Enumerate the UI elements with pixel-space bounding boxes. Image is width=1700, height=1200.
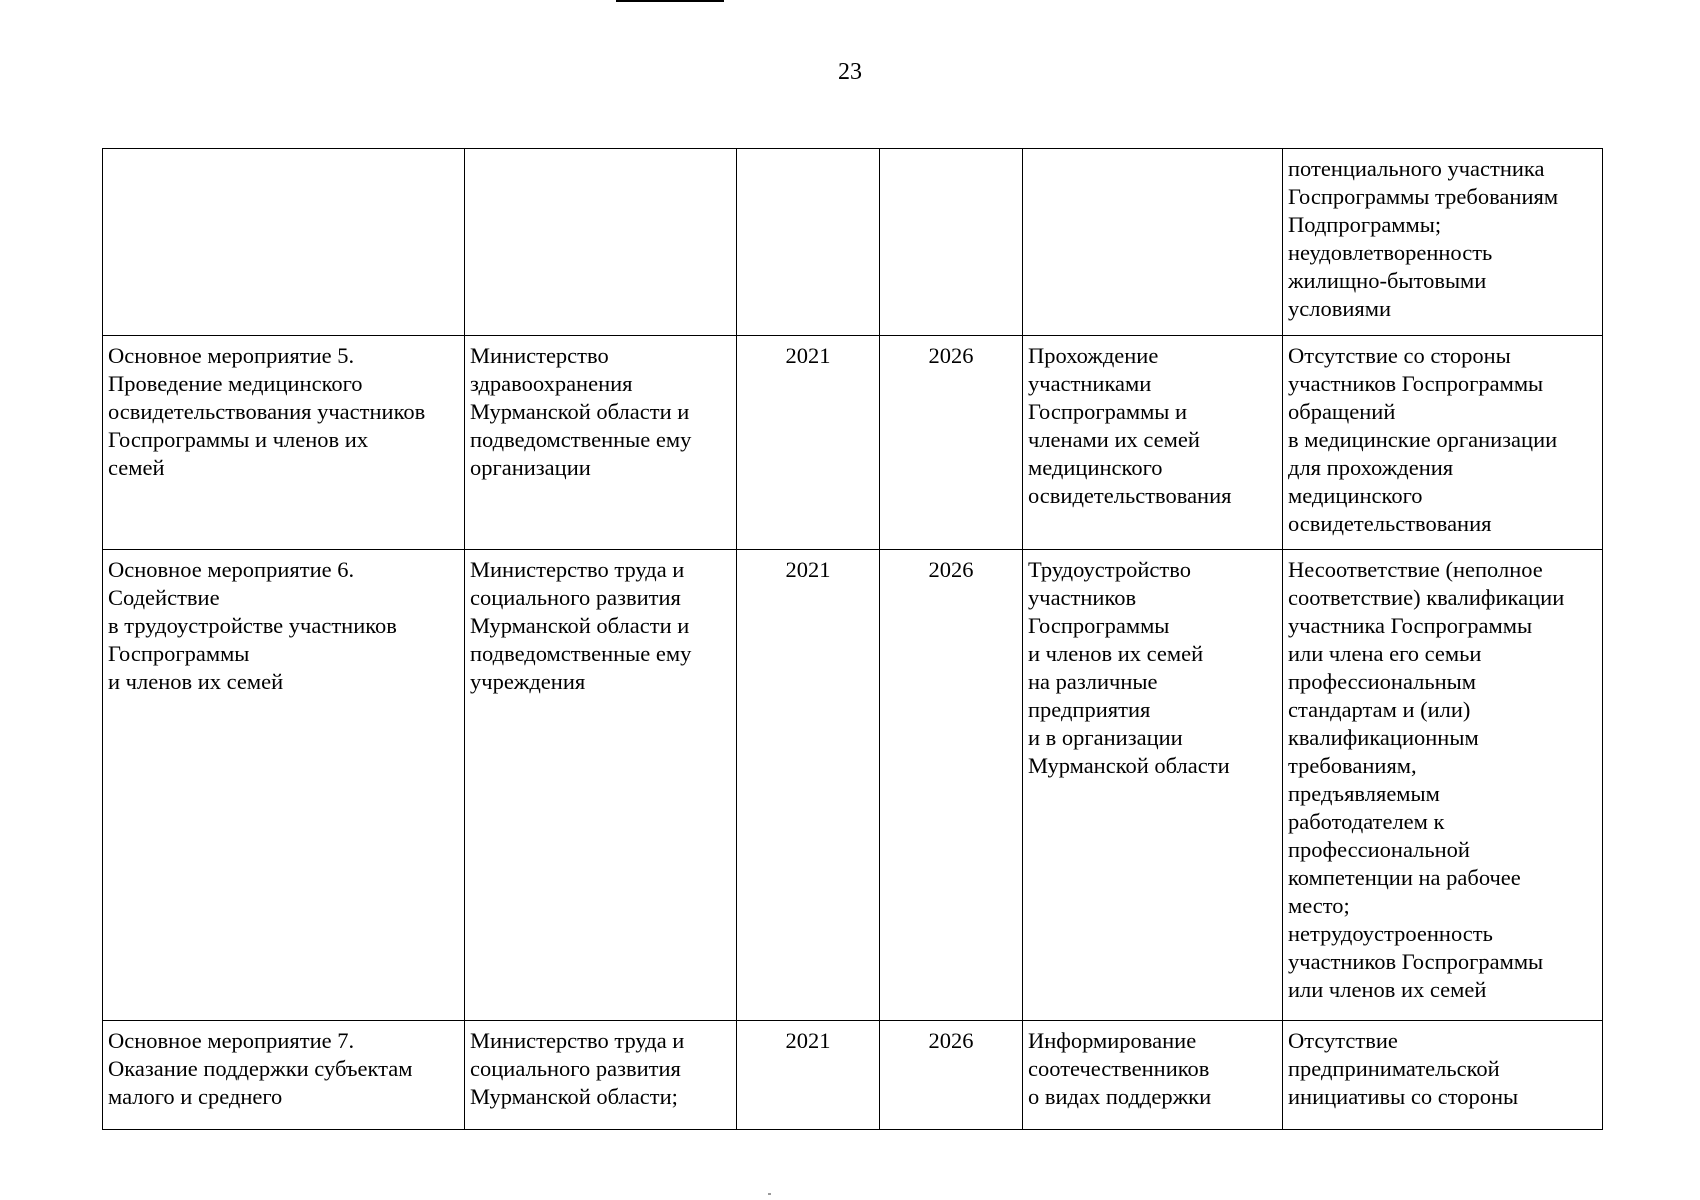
year-value: 2026 [928, 1028, 974, 1053]
cell-text-line: для прохождения [1288, 455, 1454, 480]
cell-text-line: неудовлетворенность [1288, 240, 1493, 265]
cell-text-line: участников [1028, 585, 1137, 610]
risks-cell [1283, 149, 1603, 336]
year-value: 2021 [785, 343, 831, 368]
top-divider-line [616, 0, 724, 2]
cell-text-line: Министерство труда и [470, 557, 685, 582]
cell-text-line: на различные [1028, 669, 1158, 694]
cell-text-line: Мурманской области и [470, 399, 690, 424]
event-cell [103, 149, 465, 336]
cell-text-line: социального развития [470, 585, 681, 610]
measures-table [102, 148, 1603, 1130]
result-cell [1023, 1021, 1283, 1130]
cell-text-line: Мурманской области [1028, 753, 1230, 778]
cell-text-line: квалификационным [1288, 725, 1479, 750]
cell-text-line: организации [470, 455, 591, 480]
cell-text-line: Основное мероприятие 5. [108, 343, 355, 368]
cell-text-line: Основное мероприятие 6. [108, 557, 355, 582]
cell-text-line: Министерство труда и [470, 1028, 685, 1053]
cell-text-line: профессиональным [1288, 669, 1477, 694]
cell-text-line: Оказание поддержки субъектам [108, 1056, 413, 1081]
cell-text-line: требованиям, [1288, 753, 1417, 778]
cell-text-line: Трудоустройство [1028, 557, 1191, 582]
result-cell [1023, 336, 1283, 550]
cell-text-line: предъявляемым [1288, 781, 1440, 806]
start-year-cell [737, 1021, 880, 1130]
cell-text-line: участниками [1028, 371, 1152, 396]
cell-text-line: участников Госпрограммы [1288, 371, 1544, 396]
cell-text-line: Проведение медицинского [108, 371, 363, 396]
result-cell [1023, 149, 1283, 336]
cell-text-line: Госпрограммы [1028, 613, 1170, 638]
cell-text-line: подведомственные ему [470, 427, 692, 452]
risks-cell [1283, 336, 1603, 550]
cell-text-line: о видах поддержки [1028, 1084, 1212, 1109]
cell-text-line: в трудоустройстве участников [108, 613, 397, 638]
executor-cell [465, 336, 737, 550]
event-cell [103, 550, 465, 1021]
cell-text-line: жилищно-бытовыми [1288, 268, 1487, 293]
cell-text-line: и в организации [1028, 725, 1183, 750]
cell-text-line: и членов их семей [108, 669, 284, 694]
cell-text-line: членами их семей [1028, 427, 1200, 452]
cell-text-line: подведомственные ему [470, 641, 692, 666]
scan-mark [768, 1193, 771, 1195]
cell-text-line: Госпрограммы требованиям [1288, 184, 1559, 209]
year-value: 2026 [928, 343, 974, 368]
page-number: 23 [838, 59, 862, 85]
cell-text-line: стандартам и (или) [1288, 697, 1471, 722]
cell-text-line: Прохождение [1028, 343, 1159, 368]
start-year-cell [737, 550, 880, 1021]
result-cell [1023, 550, 1283, 1021]
cell-text-line: социального развития [470, 1056, 681, 1081]
measures-table-body [103, 149, 1603, 1130]
table-row [103, 336, 1603, 550]
cell-text-line: Информирование [1028, 1028, 1197, 1053]
cell-text-line: компетенции на рабочее [1288, 865, 1521, 890]
event-cell [103, 1021, 465, 1130]
cell-text-line: или члена его семьи [1288, 641, 1482, 666]
risks-cell [1283, 550, 1603, 1021]
cell-text-line: нетрудоустроенность [1288, 921, 1493, 946]
cell-text-line: учреждения [470, 669, 586, 694]
table-row [103, 149, 1603, 336]
end-year-cell [880, 336, 1023, 550]
cell-text-line: инициативы со стороны [1288, 1084, 1519, 1109]
cell-text-line: Госпрограммы [108, 641, 250, 666]
year-value: 2021 [785, 1028, 831, 1053]
cell-text-line: работодателем к [1288, 809, 1445, 834]
cell-text-line: и членов их семей [1028, 641, 1204, 666]
executor-cell [465, 550, 737, 1021]
cell-text-line: Мурманской области и [470, 613, 690, 638]
risks-cell [1283, 1021, 1603, 1130]
end-year-cell [880, 149, 1023, 336]
cell-text-line: в медицинские организации [1288, 427, 1558, 452]
cell-text-line: Министерство [470, 343, 609, 368]
executor-cell [465, 149, 737, 336]
cell-text-line: Госпрограммы и [1028, 399, 1188, 424]
end-year-cell [880, 550, 1023, 1021]
cell-text-line: или членов их семей [1288, 977, 1487, 1002]
cell-text-line: Отсутствие [1288, 1028, 1398, 1053]
cell-text-line: участников Госпрограммы [1288, 949, 1544, 974]
cell-text-line: участника Госпрограммы [1288, 613, 1533, 638]
table-row [103, 550, 1603, 1021]
cell-text-line: освидетельствования [1288, 511, 1492, 536]
cell-text-line: профессиональной [1288, 837, 1470, 862]
cell-text-line: освидетельствования [1028, 483, 1232, 508]
cell-text-line: освидетельствования участников [108, 399, 426, 424]
cell-text-line: потенциального участника [1288, 156, 1545, 181]
cell-text-line: обращений [1288, 399, 1396, 424]
year-value: 2026 [928, 557, 974, 582]
cell-text-line: здравоохранения [470, 371, 633, 396]
cell-text-line: Основное мероприятие 7. [108, 1028, 355, 1053]
cell-text-line: медицинского [1288, 483, 1423, 508]
cell-text-line: условиями [1288, 296, 1392, 321]
cell-text-line: Содействие [108, 585, 220, 610]
start-year-cell [737, 336, 880, 550]
cell-text-line: медицинского [1028, 455, 1163, 480]
end-year-cell [880, 1021, 1023, 1130]
cell-text-line: семей [108, 455, 165, 480]
cell-text-line: место; [1288, 893, 1350, 918]
cell-text-line: соотечественников [1028, 1056, 1210, 1081]
cell-text-line: предприятия [1028, 697, 1151, 722]
executor-cell [465, 1021, 737, 1130]
cell-text-line: Мурманской области; [470, 1084, 678, 1109]
cell-text-line: малого и среднего [108, 1084, 283, 1109]
cell-text-line: Отсутствие со стороны [1288, 343, 1511, 368]
table-row [103, 1021, 1603, 1130]
year-value: 2021 [785, 557, 831, 582]
cell-text-line: Подпрограммы; [1288, 212, 1442, 237]
cell-text-line: Несоответствие (неполное [1288, 557, 1543, 582]
cell-text-line: Госпрограммы и членов их [108, 427, 369, 452]
cell-text-line: соответствие) квалификации [1288, 585, 1565, 610]
start-year-cell [737, 149, 880, 336]
event-cell [103, 336, 465, 550]
cell-text-line: предпринимательской [1288, 1056, 1500, 1081]
